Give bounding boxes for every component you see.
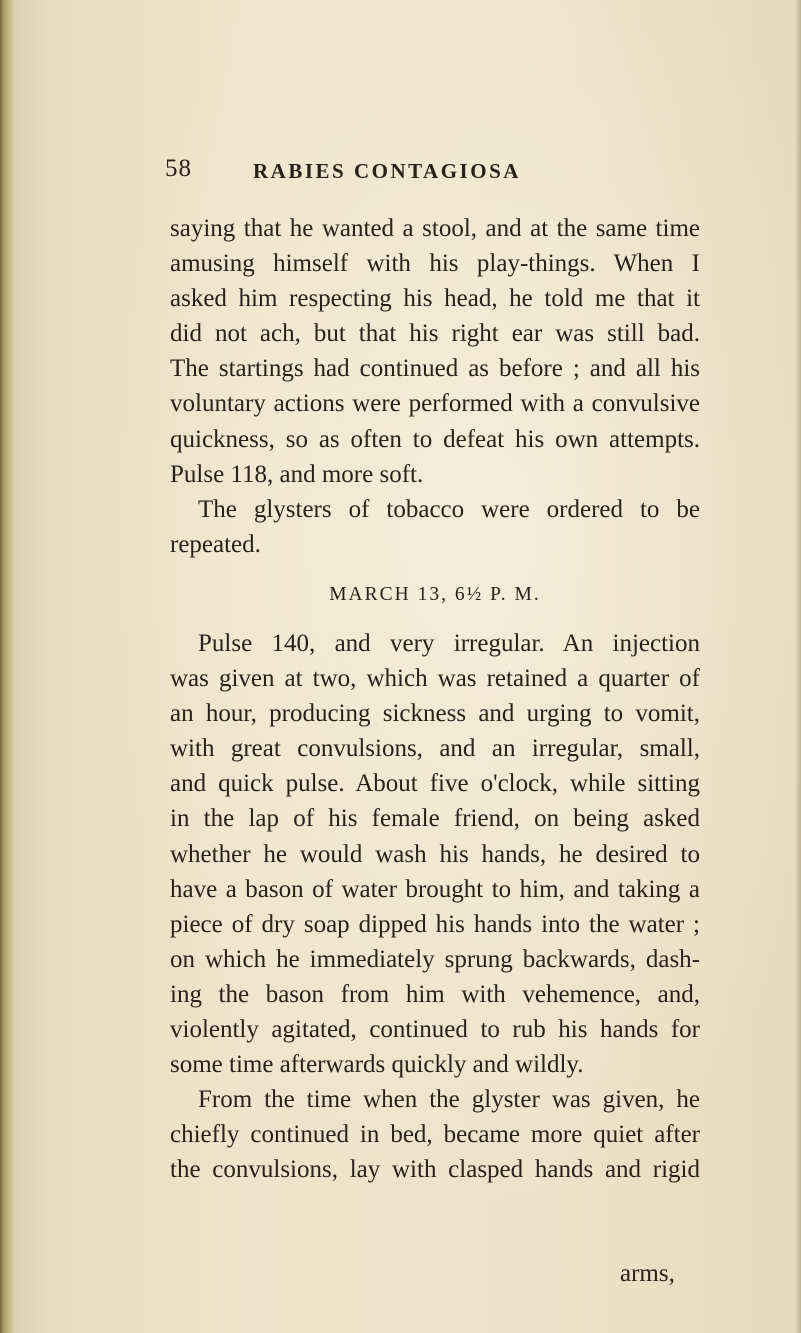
page-right-edge	[795, 0, 801, 1333]
body-text	[170, 211, 700, 1187]
text-line: the convulsions, lay with clasped hands and rigid	[170, 1156, 700, 1184]
text-line: was given at two, which was retained a quarter of	[170, 665, 700, 693]
text-line: The startings had continued as before ; and all his	[170, 355, 700, 383]
text-line: violently agitated, continued to rub his hands for	[170, 1015, 700, 1043]
text-line: in the lap of his female friend, on being asked	[170, 805, 700, 833]
text-line: saying that he wanted a stool, and at the same time	[170, 215, 700, 242]
page-number: 58	[165, 155, 192, 182]
text-line: The glysters of tobacco were ordered to be	[198, 495, 700, 523]
text-line: piece of dry soap dipped his hands into the water ;	[170, 910, 700, 938]
text-line: voluntary actions were performed with a convulsive	[170, 390, 700, 418]
text-line: amusing himself with his play-things. When I	[170, 250, 700, 278]
text-line: and quick pulse. About five o'clock, while sitting	[170, 770, 700, 798]
catchword: arms,	[620, 1260, 675, 1287]
text-line: From the time when the glyster was given, he	[198, 1086, 700, 1114]
text-line: did not ach, but that his right ear was still bad.	[170, 320, 700, 348]
text-line: Pulse 140, and very irregular. An injection	[198, 629, 700, 657]
text-line: have a bason of water brought to him, and taking a	[170, 875, 700, 903]
text-line: whether he would wash his hands, he desired to	[170, 840, 700, 868]
running-title: RABIES CONTAGIOSA	[253, 159, 521, 183]
text-line: Pulse 118, and more soft.	[170, 460, 424, 488]
text-line: with great convulsions, and an irregular, small,	[170, 735, 700, 763]
text-line: repeated.	[170, 530, 261, 558]
text-line: some time afterwards quickly and wildly.	[170, 1051, 584, 1079]
section-heading: MARCH 13, 6½ P. M.	[329, 583, 541, 605]
running-head	[0, 155, 801, 195]
text-line: on which he immediately sprung backwards, dash-	[170, 945, 700, 973]
text-line: ing the bason from him with vehemence, and,	[170, 980, 700, 1008]
text-line: chiefly continued in bed, became more quiet after	[170, 1121, 700, 1149]
text-line: quickness, so as often to defeat his own attempts.	[170, 425, 700, 453]
page-binding-edge	[0, 0, 14, 1333]
text-line: an hour, producing sickness and urging to vomit,	[170, 700, 700, 728]
text-line: asked him respecting his head, he told me that it	[170, 285, 700, 313]
